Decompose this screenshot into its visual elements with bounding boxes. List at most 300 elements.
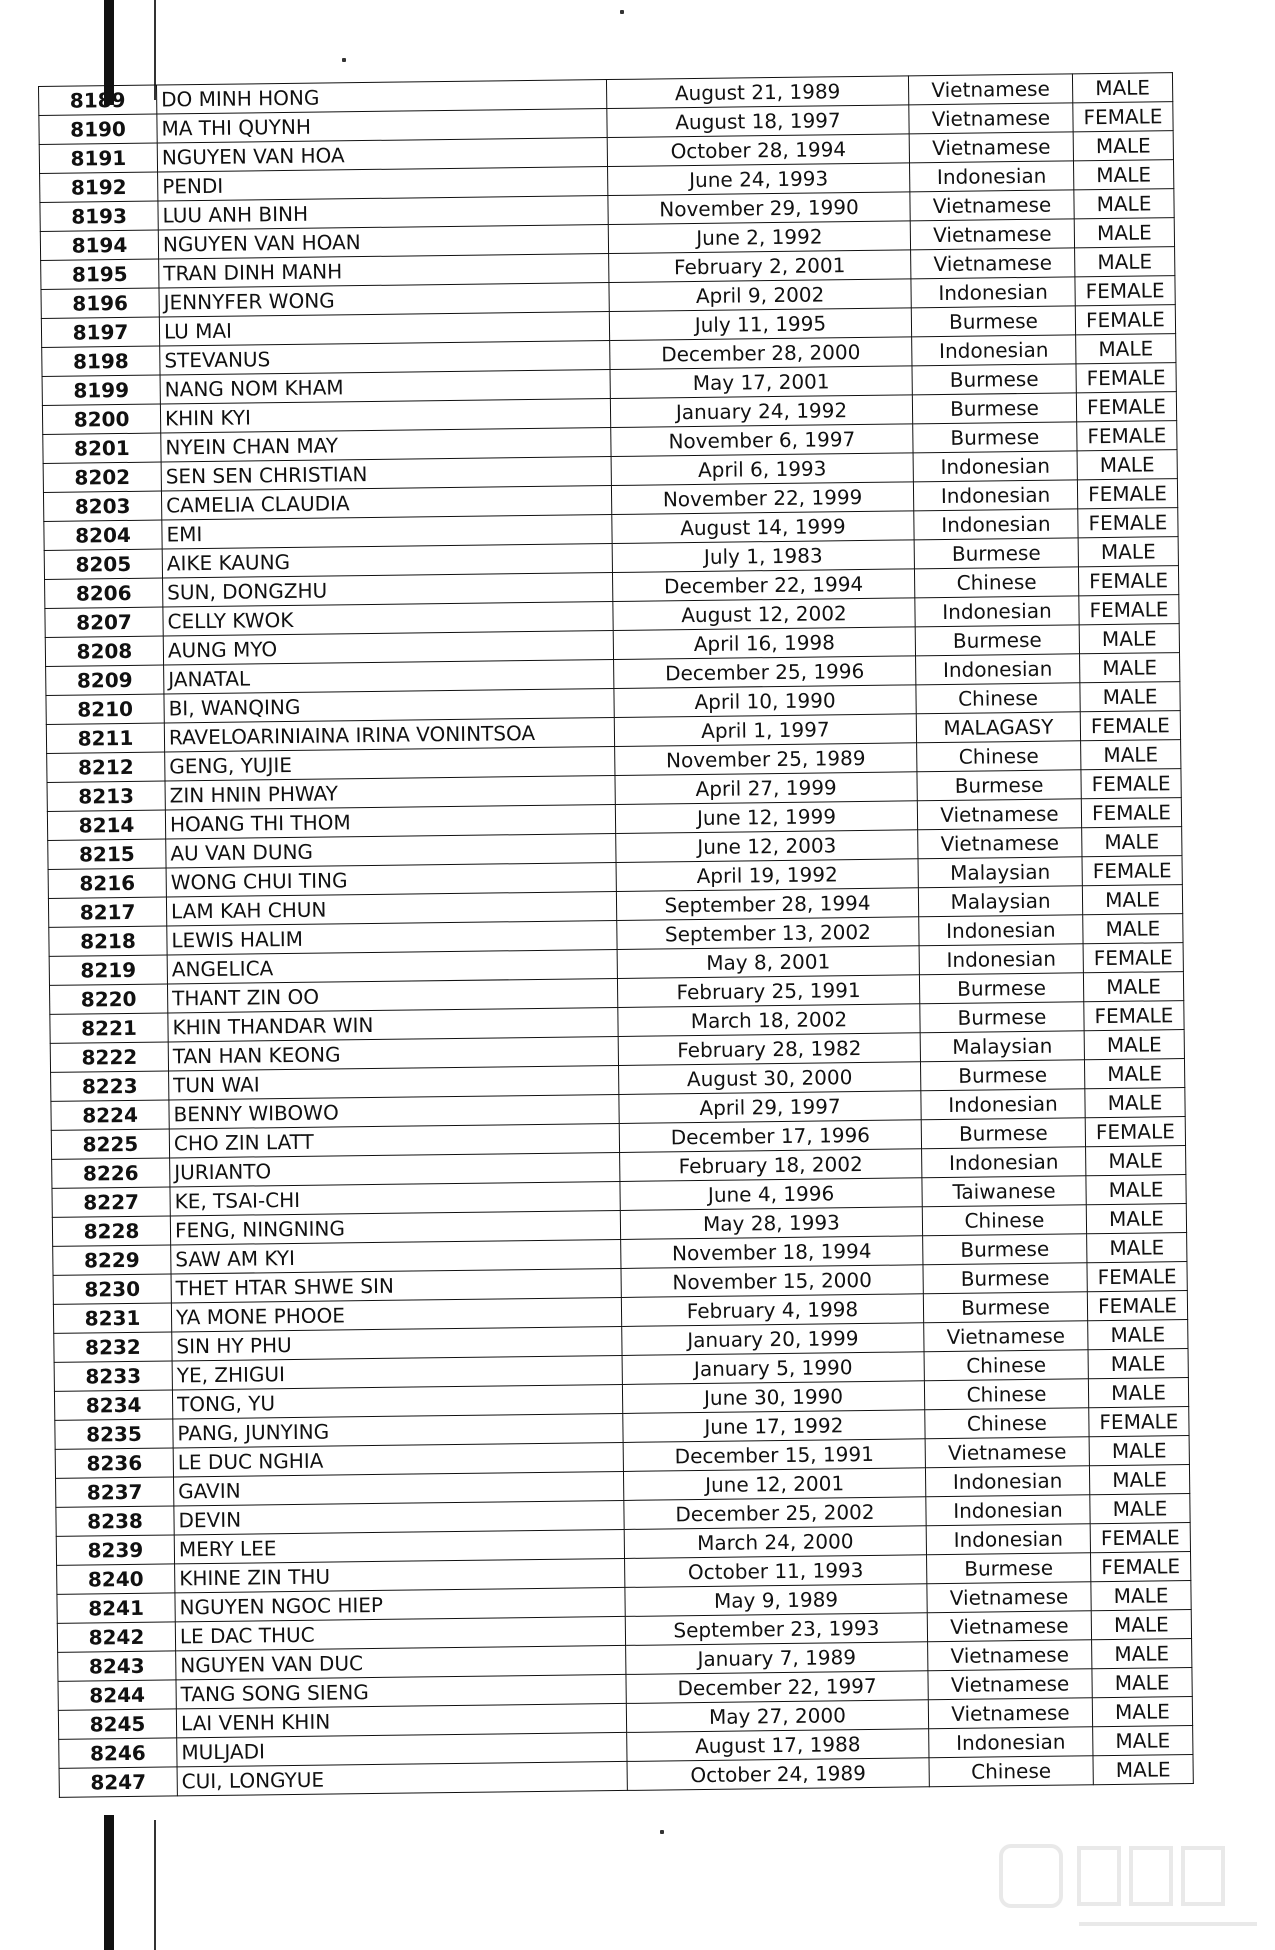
- birth-date-cell: November 22, 1999: [611, 482, 913, 515]
- sex-cell: FEMALE: [1076, 363, 1176, 393]
- row-number-cell: 8244: [58, 1680, 176, 1710]
- birth-date-cell: May 8, 2001: [617, 946, 919, 979]
- name-cell: CAMELIA CLAUDIA: [161, 486, 611, 520]
- name-cell: MERY LEE: [174, 1529, 624, 1563]
- name-cell: NGUYEN VAN DUC: [176, 1645, 626, 1679]
- birth-date-cell: February 18, 2002: [620, 1149, 922, 1182]
- row-number-cell: 8210: [46, 694, 164, 724]
- row-number-cell: 8233: [54, 1361, 172, 1391]
- birth-date-cell: July 1, 1983: [612, 540, 914, 573]
- sex-cell: FEMALE: [1078, 566, 1178, 596]
- birth-date-cell: June 12, 2001: [623, 1468, 925, 1501]
- birth-date-cell: April 29, 1997: [619, 1091, 921, 1124]
- birth-date-cell: August 30, 2000: [619, 1062, 921, 1095]
- birth-date-cell: May 9, 1989: [625, 1584, 927, 1617]
- birth-date-cell: November 18, 1994: [621, 1236, 923, 1269]
- row-number-cell: 8191: [39, 143, 157, 173]
- nationality-cell: Indonesian: [926, 1495, 1090, 1526]
- row-number-cell: 8234: [54, 1390, 172, 1420]
- binder-hole-mark-bottom: [104, 1815, 114, 1950]
- sex-cell: MALE: [1083, 972, 1183, 1002]
- row-number-cell: 8226: [52, 1158, 170, 1188]
- birth-date-cell: January 7, 1989: [626, 1642, 928, 1675]
- birth-date-cell: January 24, 1992: [610, 395, 912, 428]
- nationality-cell: Vietnamese: [925, 1437, 1089, 1468]
- sex-cell: MALE: [1072, 73, 1172, 103]
- row-number-cell: 8216: [48, 868, 166, 898]
- birth-date-cell: December 25, 2002: [624, 1497, 926, 1530]
- roster-table: [38, 72, 1194, 1798]
- sex-cell: FEMALE: [1078, 508, 1178, 538]
- sex-cell: MALE: [1078, 537, 1178, 567]
- row-number-cell: 8211: [46, 723, 164, 753]
- name-cell: STEVANUS: [160, 341, 610, 375]
- nationality-cell: Vietnamese: [910, 219, 1074, 250]
- sex-cell: FEMALE: [1087, 1262, 1187, 1292]
- nationality-cell: Indonesian: [912, 335, 1076, 366]
- nationality-cell: Vietnamese: [927, 1582, 1091, 1613]
- sex-cell: FEMALE: [1081, 769, 1181, 799]
- sex-cell: FEMALE: [1090, 1523, 1190, 1553]
- birth-date-cell: June 12, 2003: [616, 830, 918, 863]
- row-number-cell: 8239: [56, 1535, 174, 1565]
- sex-cell: MALE: [1086, 1204, 1186, 1234]
- nationality-cell: Vietnamese: [927, 1611, 1091, 1642]
- name-cell: ANGELICA: [167, 949, 617, 983]
- row-number-cell: 8222: [50, 1042, 168, 1072]
- nationality-cell: Chinese: [914, 567, 1078, 598]
- sex-cell: MALE: [1089, 1465, 1189, 1495]
- sex-cell: MALE: [1092, 1697, 1192, 1727]
- sex-cell: FEMALE: [1084, 1001, 1184, 1031]
- birth-date-cell: June 12, 1999: [615, 801, 917, 834]
- birth-date-cell: April 9, 2002: [609, 279, 911, 312]
- scan-speck: [660, 1830, 664, 1834]
- row-number-cell: 8192: [40, 172, 158, 202]
- nationality-cell: Vietnamese: [909, 103, 1073, 134]
- name-cell: AUNG MYO: [163, 631, 613, 665]
- sex-cell: MALE: [1077, 450, 1177, 480]
- nationality-cell: Chinese: [917, 741, 1081, 772]
- sex-cell: MALE: [1088, 1378, 1188, 1408]
- name-cell: YE, ZHIGUI: [172, 1355, 622, 1389]
- birth-date-cell: November 25, 1989: [615, 743, 917, 776]
- birth-date-cell: August 21, 1989: [606, 76, 908, 109]
- birth-date-cell: January 20, 1999: [622, 1323, 924, 1356]
- row-number-cell: 8189: [39, 85, 157, 115]
- sex-cell: MALE: [1080, 653, 1180, 683]
- nationality-cell: Vietnamese: [928, 1698, 1092, 1729]
- name-cell: ZIN HNIN PHWAY: [165, 776, 615, 810]
- birth-date-cell: July 11, 1995: [609, 308, 911, 341]
- row-number-cell: 8209: [46, 665, 164, 695]
- nationality-cell: Chinese: [922, 1205, 1086, 1236]
- row-number-cell: 8223: [51, 1071, 169, 1101]
- row-number-cell: 8227: [52, 1187, 170, 1217]
- sex-cell: MALE: [1082, 827, 1182, 857]
- row-number-cell: 8232: [54, 1332, 172, 1362]
- nationality-cell: Burmese: [912, 364, 1076, 395]
- birth-date-cell: June 17, 1992: [623, 1410, 925, 1443]
- sex-cell: MALE: [1085, 1088, 1185, 1118]
- row-number-cell: 8229: [53, 1245, 171, 1275]
- name-cell: LU MAI: [159, 312, 609, 346]
- row-number-cell: 8203: [43, 491, 161, 521]
- birth-date-cell: February 25, 1991: [617, 975, 919, 1008]
- row-number-cell: 8237: [56, 1477, 174, 1507]
- sex-cell: MALE: [1082, 885, 1182, 915]
- name-cell: KHIN THANDAR WIN: [168, 1007, 618, 1041]
- sex-cell: MALE: [1093, 1755, 1193, 1785]
- birth-date-cell: December 22, 1997: [626, 1671, 928, 1704]
- row-number-cell: 8199: [42, 375, 160, 405]
- name-cell: LEWIS HALIM: [167, 920, 617, 954]
- nationality-cell: Vietnamese: [917, 799, 1081, 830]
- name-cell: CUI, LONGYUE: [177, 1761, 627, 1795]
- sex-cell: MALE: [1074, 218, 1174, 248]
- row-number-cell: 8245: [58, 1709, 176, 1739]
- sex-cell: MALE: [1086, 1175, 1186, 1205]
- row-number-cell: 8235: [55, 1419, 173, 1449]
- nationality-cell: Malaysian: [918, 886, 1082, 917]
- birth-date-cell: March 18, 2002: [618, 1004, 920, 1037]
- scan-speck: [620, 10, 624, 14]
- row-number-cell: 8217: [48, 897, 166, 927]
- row-number-cell: 8207: [45, 607, 163, 637]
- sex-cell: MALE: [1092, 1639, 1192, 1669]
- nationality-cell: Vietnamese: [910, 190, 1074, 221]
- row-number-cell: 8218: [49, 926, 167, 956]
- name-cell: THANT ZIN OO: [167, 978, 617, 1012]
- birth-date-cell: December 28, 2000: [610, 337, 912, 370]
- name-cell: BI, WANQING: [164, 689, 614, 723]
- row-number-cell: 8225: [51, 1129, 169, 1159]
- name-cell: JURIANTO: [170, 1152, 620, 1186]
- nationality-cell: Vietnamese: [924, 1321, 1088, 1352]
- nationality-cell: Burmese: [912, 393, 1076, 424]
- birth-date-cell: June 30, 1990: [622, 1381, 924, 1414]
- birth-date-cell: February 28, 1982: [618, 1033, 920, 1066]
- name-cell: HOANG THI THOM: [165, 805, 615, 839]
- nationality-cell: Burmese: [921, 1118, 1085, 1149]
- name-cell: KHIN KYI: [160, 399, 610, 433]
- row-number-cell: 8238: [56, 1506, 174, 1536]
- birth-date-cell: May 27, 2000: [626, 1700, 928, 1733]
- row-number-cell: 8236: [55, 1448, 173, 1478]
- name-cell: LUU ANH BINH: [158, 196, 608, 230]
- nationality-cell: Indonesian: [929, 1727, 1093, 1758]
- birth-date-cell: May 28, 1993: [620, 1207, 922, 1240]
- name-cell: JANATAL: [164, 660, 614, 694]
- nationality-cell: Chinese: [916, 683, 1080, 714]
- sex-cell: FEMALE: [1085, 1117, 1185, 1147]
- nationality-cell: Burmese: [915, 625, 1079, 656]
- name-cell: NANG NOM KHAM: [160, 370, 610, 404]
- birth-date-cell: November 6, 1997: [611, 424, 913, 457]
- sex-cell: MALE: [1089, 1436, 1189, 1466]
- sex-cell: FEMALE: [1080, 711, 1180, 741]
- sex-cell: FEMALE: [1081, 798, 1181, 828]
- row-number-cell: 8197: [41, 317, 159, 347]
- birth-date-cell: February 4, 1998: [621, 1294, 923, 1327]
- birth-date-cell: December 22, 1994: [612, 569, 914, 602]
- birth-date-cell: June 24, 1993: [608, 163, 910, 196]
- nationality-cell: Chinese: [924, 1379, 1088, 1410]
- row-number-cell: 8224: [51, 1100, 169, 1130]
- name-cell: AU VAN DUNG: [166, 833, 616, 867]
- row-number-cell: 8202: [43, 462, 161, 492]
- sex-cell: MALE: [1086, 1146, 1186, 1176]
- row-number-cell: 8242: [57, 1622, 175, 1652]
- row-number-cell: 8220: [49, 984, 167, 1014]
- nationality-cell: Chinese: [925, 1408, 1089, 1439]
- sex-cell: FEMALE: [1089, 1407, 1189, 1437]
- nationality-cell: Vietnamese: [911, 248, 1075, 279]
- birth-date-cell: October 11, 1993: [625, 1555, 927, 1588]
- row-number-cell: 8193: [40, 201, 158, 231]
- nationality-cell: Indonesian: [913, 451, 1077, 482]
- name-cell: CELLY KWOK: [163, 602, 613, 636]
- row-number-cell: 8240: [57, 1564, 175, 1594]
- row-number-cell: 8206: [45, 578, 163, 608]
- nationality-cell: Chinese: [929, 1756, 1093, 1787]
- name-cell: DO MINH HONG: [156, 80, 606, 114]
- birth-date-cell: November 15, 2000: [621, 1265, 923, 1298]
- name-cell: TUN WAI: [169, 1065, 619, 1099]
- row-number-cell: 8200: [42, 404, 160, 434]
- sex-cell: FEMALE: [1077, 479, 1177, 509]
- row-number-cell: 8246: [59, 1738, 177, 1768]
- row-number-cell: 8195: [41, 259, 159, 289]
- sex-cell: MALE: [1073, 131, 1173, 161]
- name-cell: MA THI QUYNH: [157, 109, 607, 143]
- name-cell: KE, TSAI-CHI: [170, 1181, 620, 1215]
- nationality-cell: Vietnamese: [909, 132, 1073, 163]
- sex-cell: MALE: [1073, 160, 1173, 190]
- row-number-cell: 8212: [47, 752, 165, 782]
- name-cell: TRAN DINH MANH: [159, 254, 609, 288]
- sex-cell: FEMALE: [1075, 305, 1175, 335]
- nationality-cell: Burmese: [914, 538, 1078, 569]
- birth-date-cell: June 4, 1996: [620, 1178, 922, 1211]
- sex-cell: FEMALE: [1079, 595, 1179, 625]
- nationality-cell: Indonesian: [913, 480, 1077, 511]
- name-cell: EMI: [162, 515, 612, 549]
- name-cell: JENNYFER WONG: [159, 283, 609, 317]
- nationality-cell: Indonesian: [919, 915, 1083, 946]
- name-cell: NGUYEN VAN HOA: [157, 138, 607, 172]
- sex-cell: MALE: [1083, 914, 1183, 944]
- birth-date-cell: June 2, 1992: [608, 221, 910, 254]
- birth-date-cell: October 28, 1994: [607, 134, 909, 167]
- nationality-cell: Vietnamese: [928, 1669, 1092, 1700]
- row-number-cell: 8204: [44, 520, 162, 550]
- row-number-cell: 8214: [47, 810, 165, 840]
- birth-date-cell: April 19, 1992: [616, 859, 918, 892]
- row-number-cell: 8219: [49, 955, 167, 985]
- nationality-cell: Burmese: [920, 1002, 1084, 1033]
- birth-date-cell: December 17, 1996: [619, 1120, 921, 1153]
- birth-date-cell: April 10, 1990: [614, 685, 916, 718]
- sex-cell: MALE: [1084, 1030, 1184, 1060]
- sex-cell: MALE: [1092, 1668, 1192, 1698]
- birth-date-cell: September 13, 2002: [617, 917, 919, 950]
- sex-cell: MALE: [1088, 1349, 1188, 1379]
- sex-cell: MALE: [1076, 334, 1176, 364]
- name-cell: LAM KAH CHUN: [166, 891, 616, 925]
- name-cell: GAVIN: [174, 1471, 624, 1505]
- birth-date-cell: May 17, 2001: [610, 366, 912, 399]
- nationality-cell: Vietnamese: [908, 74, 1072, 105]
- name-cell: SUN, DONGZHU: [163, 573, 613, 607]
- name-cell: NGUYEN NGOC HIEP: [175, 1587, 625, 1621]
- sex-cell: MALE: [1088, 1320, 1188, 1350]
- row-number-cell: 8230: [53, 1274, 171, 1304]
- scan-speck: [342, 58, 346, 62]
- name-cell: THET HTAR SHWE SIN: [171, 1268, 621, 1302]
- name-cell: LE DAC THUC: [175, 1616, 625, 1650]
- sex-cell: MALE: [1080, 682, 1180, 712]
- sex-cell: FEMALE: [1077, 421, 1177, 451]
- nationality-cell: Indonesian: [911, 277, 1075, 308]
- birth-date-cell: April 16, 1998: [613, 627, 915, 660]
- nationality-cell: Indonesian: [922, 1147, 1086, 1178]
- row-number-cell: 8247: [59, 1767, 177, 1797]
- sex-cell: FEMALE: [1075, 276, 1175, 306]
- name-cell: FENG, NINGNING: [170, 1210, 620, 1244]
- row-number-cell: 8213: [47, 781, 165, 811]
- name-cell: CHO ZIN LATT: [169, 1123, 619, 1157]
- nationality-cell: MALAGASY: [916, 712, 1080, 743]
- nationality-cell: Burmese: [927, 1553, 1091, 1584]
- nationality-cell: Burmese: [911, 306, 1075, 337]
- roster-table-wrapper: [38, 72, 1194, 1798]
- sex-cell: FEMALE: [1083, 943, 1183, 973]
- nationality-cell: Burmese: [913, 422, 1077, 453]
- nationality-cell: Indonesian: [919, 944, 1083, 975]
- sex-cell: MALE: [1081, 740, 1181, 770]
- name-cell: AIKE KAUNG: [162, 544, 612, 578]
- name-cell: NYEIN CHAN MAY: [161, 428, 611, 462]
- name-cell: DEVIN: [174, 1500, 624, 1534]
- nationality-cell: Burmese: [917, 770, 1081, 801]
- birth-date-cell: March 24, 2000: [624, 1526, 926, 1559]
- name-cell: LE DUC NGHIA: [173, 1442, 623, 1476]
- birth-date-cell: September 28, 1994: [616, 888, 918, 921]
- sex-cell: MALE: [1079, 624, 1179, 654]
- row-number-cell: 8194: [40, 230, 158, 260]
- name-cell: WONG CHUI TING: [166, 862, 616, 896]
- birth-date-cell: August 14, 1999: [612, 511, 914, 544]
- sex-cell: MALE: [1074, 189, 1174, 219]
- birth-date-cell: April 27, 1999: [615, 772, 917, 805]
- sex-cell: MALE: [1090, 1494, 1190, 1524]
- sex-cell: FEMALE: [1073, 102, 1173, 132]
- name-cell: TANG SONG SIENG: [176, 1674, 626, 1708]
- birth-date-cell: January 5, 1990: [622, 1352, 924, 1385]
- name-cell: PANG, JUNYING: [173, 1413, 623, 1447]
- binder-line-bottom: [154, 1820, 156, 1950]
- sex-cell: FEMALE: [1087, 1291, 1187, 1321]
- nationality-cell: Taiwanese: [922, 1176, 1086, 1207]
- name-cell: MULJADI: [177, 1732, 627, 1766]
- nationality-cell: Vietnamese: [928, 1640, 1092, 1671]
- name-cell: RAVELOARINIAINA IRINA VONINTSOA: [164, 718, 614, 752]
- roster-table-body: [39, 73, 1194, 1798]
- row-number-cell: 8196: [41, 288, 159, 318]
- name-cell: KHINE ZIN THU: [175, 1558, 625, 1592]
- birth-date-cell: August 18, 1997: [607, 105, 909, 138]
- name-cell: GENG, YUJIE: [165, 747, 615, 781]
- name-cell: NGUYEN VAN HOAN: [158, 225, 608, 259]
- name-cell: SAW AM KYI: [171, 1239, 621, 1273]
- nationality-cell: Malaysian: [920, 1031, 1084, 1062]
- name-cell: TONG, YU: [172, 1384, 622, 1418]
- row-number-cell: 8221: [50, 1013, 168, 1043]
- nationality-cell: Indonesian: [915, 596, 1079, 627]
- birth-date-cell: October 24, 1989: [627, 1758, 929, 1791]
- sex-cell: FEMALE: [1090, 1552, 1190, 1582]
- nationality-cell: Burmese: [920, 1060, 1084, 1091]
- sex-cell: FEMALE: [1082, 856, 1182, 886]
- sex-cell: MALE: [1091, 1610, 1191, 1640]
- nationality-cell: Indonesian: [914, 509, 1078, 540]
- row-number-cell: 8215: [48, 839, 166, 869]
- birth-date-cell: April 6, 1993: [611, 453, 913, 486]
- name-cell: LAI VENH KHIN: [176, 1703, 626, 1737]
- birth-date-cell: December 25, 1996: [614, 656, 916, 689]
- birth-date-cell: August 17, 1988: [627, 1729, 929, 1762]
- birth-date-cell: April 1, 1997: [614, 714, 916, 747]
- nationality-cell: Burmese: [919, 973, 1083, 1004]
- sex-cell: MALE: [1084, 1059, 1184, 1089]
- row-number-cell: 8201: [43, 433, 161, 463]
- sex-cell: MALE: [1093, 1726, 1193, 1756]
- row-number-cell: 8241: [57, 1593, 175, 1623]
- watermark-logo-icon: [995, 1828, 1265, 1938]
- row-number-cell: 8190: [39, 114, 157, 144]
- row-number-cell: 8228: [52, 1216, 170, 1246]
- row-number-cell: 8243: [58, 1651, 176, 1681]
- sex-cell: MALE: [1091, 1581, 1191, 1611]
- nationality-cell: Indonesian: [910, 161, 1074, 192]
- name-cell: BENNY WIBOWO: [169, 1094, 619, 1128]
- nationality-cell: Indonesian: [916, 654, 1080, 685]
- name-cell: PENDI: [158, 167, 608, 201]
- sex-cell: MALE: [1075, 247, 1175, 277]
- sex-cell: MALE: [1087, 1233, 1187, 1263]
- nationality-cell: Indonesian: [921, 1089, 1085, 1120]
- name-cell: YA MONE PHOOE: [171, 1297, 621, 1331]
- name-cell: SIN HY PHU: [172, 1326, 622, 1360]
- birth-date-cell: February 2, 2001: [609, 250, 911, 283]
- nationality-cell: Burmese: [923, 1234, 1087, 1265]
- name-cell: TAN HAN KEONG: [168, 1036, 618, 1070]
- nationality-cell: Chinese: [924, 1350, 1088, 1381]
- row-number-cell: 8208: [45, 636, 163, 666]
- nationality-cell: Malaysian: [918, 857, 1082, 888]
- birth-date-cell: November 29, 1990: [608, 192, 910, 225]
- birth-date-cell: December 15, 1991: [623, 1439, 925, 1472]
- row-number-cell: 8198: [42, 346, 160, 376]
- birth-date-cell: September 23, 1993: [625, 1613, 927, 1646]
- row-number-cell: 8205: [44, 549, 162, 579]
- nationality-cell: Indonesian: [926, 1524, 1090, 1555]
- name-cell: SEN SEN CHRISTIAN: [161, 457, 611, 491]
- row-number-cell: 8231: [53, 1303, 171, 1333]
- nationality-cell: Burmese: [923, 1263, 1087, 1294]
- nationality-cell: Burmese: [923, 1292, 1087, 1323]
